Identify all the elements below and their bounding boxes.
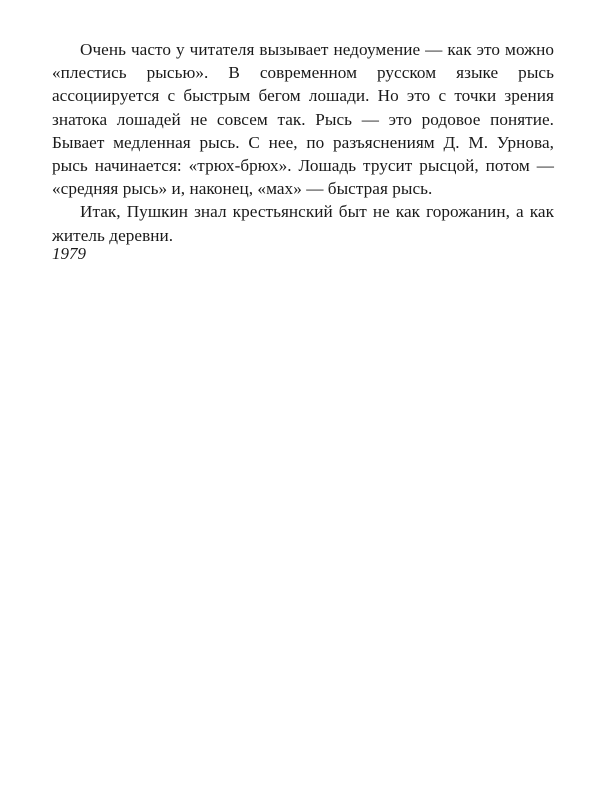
paragraph-rys: Очень часто у читателя вызывает недоумение — как это можно «плестись рысью». В современном русском языке рысь ассоциируется с быстрым бегом лошади. Но это с точки зрения знатока лошадей не совсем так. Рысь — это родовое понятие. Бывает медленная рысь. С нее, по разъяснениям Д. М. Урнова, рысь начинается: «трюх-брюх». Лошадь трусит рысцой, потом — «средняя рысь» и, наконец, «мах» — быстрая рысь. <box>52 40 554 199</box>
paragraph-pushkin: Итак, Пушкин знал крестьянский быт не как горожанин, а как житель деревни. <box>52 202 554 245</box>
date-year: 1979 <box>52 244 86 263</box>
document-page <box>52 38 554 263</box>
